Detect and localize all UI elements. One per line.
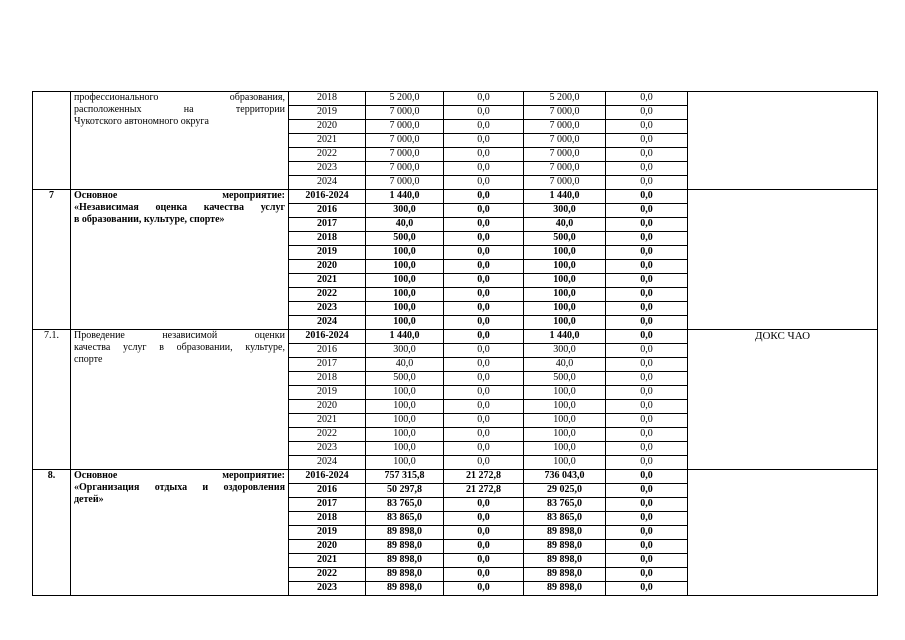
year-cell: 2024 bbox=[289, 456, 366, 470]
responsible-cell: ДОКС ЧАО bbox=[688, 330, 878, 470]
amount-cell-c2: 0,0 bbox=[444, 316, 524, 330]
year-cell: 2016 bbox=[289, 484, 366, 498]
amount-cell-c4: 0,0 bbox=[606, 344, 688, 358]
amount-cell-total: 1 440,0 bbox=[366, 190, 444, 204]
year-cell: 2024 bbox=[289, 176, 366, 190]
year-cell: 2016-2024 bbox=[289, 190, 366, 204]
amount-cell-c3: 89 898,0 bbox=[524, 568, 606, 582]
amount-cell-total: 5 200,0 bbox=[366, 92, 444, 106]
amount-cell-c4: 0,0 bbox=[606, 204, 688, 218]
amount-cell-c3: 40,0 bbox=[524, 218, 606, 232]
amount-cell-c4: 0,0 bbox=[606, 526, 688, 540]
amount-cell-total: 500,0 bbox=[366, 232, 444, 246]
amount-cell-total: 100,0 bbox=[366, 316, 444, 330]
amount-cell-c3: 100,0 bbox=[524, 260, 606, 274]
year-cell: 2023 bbox=[289, 582, 366, 596]
table-row bbox=[33, 470, 878, 484]
amount-cell-c3: 83 865,0 bbox=[524, 512, 606, 526]
amount-cell-c2: 0,0 bbox=[444, 498, 524, 512]
description-line: Проведение независимой оценки bbox=[74, 330, 285, 341]
amount-cell-c4: 0,0 bbox=[606, 470, 688, 484]
amount-cell-total: 100,0 bbox=[366, 442, 444, 456]
year-cell: 2021 bbox=[289, 554, 366, 568]
amount-cell-c2: 0,0 bbox=[444, 414, 524, 428]
description-line: Чукотского автономного округа bbox=[74, 116, 209, 127]
description-line: Основное мероприятие: bbox=[74, 190, 285, 201]
year-cell: 2021 bbox=[289, 414, 366, 428]
amount-cell-total: 89 898,0 bbox=[366, 568, 444, 582]
amount-cell-c3: 5 200,0 bbox=[524, 92, 606, 106]
year-cell: 2017 bbox=[289, 218, 366, 232]
description-line: качества услуг в образовании, культуре, bbox=[74, 342, 285, 353]
amount-cell-total: 40,0 bbox=[366, 358, 444, 372]
amount-cell-c4: 0,0 bbox=[606, 386, 688, 400]
amount-cell-total: 500,0 bbox=[366, 372, 444, 386]
amount-cell-total: 100,0 bbox=[366, 386, 444, 400]
amount-cell-c4: 0,0 bbox=[606, 568, 688, 582]
description-line: детей» bbox=[74, 494, 104, 505]
description-line: профессионального образования, bbox=[74, 92, 285, 103]
amount-cell-c4: 0,0 bbox=[606, 218, 688, 232]
table-body bbox=[33, 92, 878, 596]
amount-cell-c4: 0,0 bbox=[606, 274, 688, 288]
amount-cell-c4: 0,0 bbox=[606, 246, 688, 260]
amount-cell-c3: 7 000,0 bbox=[524, 120, 606, 134]
amount-cell-c4: 0,0 bbox=[606, 540, 688, 554]
amount-cell-total: 7 000,0 bbox=[366, 134, 444, 148]
amount-cell-c4: 0,0 bbox=[606, 484, 688, 498]
amount-cell-c3: 100,0 bbox=[524, 316, 606, 330]
amount-cell-c3: 100,0 bbox=[524, 246, 606, 260]
amount-cell-c3: 89 898,0 bbox=[524, 526, 606, 540]
amount-cell-c2: 0,0 bbox=[444, 288, 524, 302]
year-cell: 2018 bbox=[289, 232, 366, 246]
amount-cell-total: 100,0 bbox=[366, 288, 444, 302]
year-cell: 2016-2024 bbox=[289, 330, 366, 344]
year-cell: 2021 bbox=[289, 134, 366, 148]
section-description bbox=[71, 330, 289, 470]
amount-cell-total: 7 000,0 bbox=[366, 120, 444, 134]
amount-cell-c3: 100,0 bbox=[524, 288, 606, 302]
amount-cell-c2: 0,0 bbox=[444, 568, 524, 582]
amount-cell-total: 83 765,0 bbox=[366, 498, 444, 512]
year-cell: 2016 bbox=[289, 344, 366, 358]
amount-cell-c2: 0,0 bbox=[444, 428, 524, 442]
amount-cell-c4: 0,0 bbox=[606, 498, 688, 512]
amount-cell-c3: 500,0 bbox=[524, 372, 606, 386]
amount-cell-c2: 0,0 bbox=[444, 218, 524, 232]
amount-cell-c3: 100,0 bbox=[524, 400, 606, 414]
year-cell: 2019 bbox=[289, 526, 366, 540]
amount-cell-c2: 0,0 bbox=[444, 582, 524, 596]
amount-cell-c3: 100,0 bbox=[524, 456, 606, 470]
year-cell: 2019 bbox=[289, 246, 366, 260]
amount-cell-c4: 0,0 bbox=[606, 330, 688, 344]
amount-cell-total: 1 440,0 bbox=[366, 330, 444, 344]
amount-cell-total: 89 898,0 bbox=[366, 526, 444, 540]
amount-cell-c2: 0,0 bbox=[444, 232, 524, 246]
amount-cell-c3: 300,0 bbox=[524, 204, 606, 218]
responsible-cell bbox=[688, 92, 878, 190]
amount-cell-c3: 1 440,0 bbox=[524, 190, 606, 204]
amount-cell-c3: 100,0 bbox=[524, 274, 606, 288]
amount-cell-c4: 0,0 bbox=[606, 134, 688, 148]
amount-cell-c4: 0,0 bbox=[606, 148, 688, 162]
amount-cell-total: 300,0 bbox=[366, 344, 444, 358]
amount-cell-c3: 7 000,0 bbox=[524, 162, 606, 176]
amount-cell-c4: 0,0 bbox=[606, 120, 688, 134]
amount-cell-c3: 736 043,0 bbox=[524, 470, 606, 484]
year-cell: 2022 bbox=[289, 148, 366, 162]
year-cell: 2018 bbox=[289, 372, 366, 386]
amount-cell-c3: 83 765,0 bbox=[524, 498, 606, 512]
amount-cell-c4: 0,0 bbox=[606, 358, 688, 372]
amount-cell-c2: 0,0 bbox=[444, 190, 524, 204]
amount-cell-c4: 0,0 bbox=[606, 400, 688, 414]
table-row bbox=[33, 92, 878, 106]
amount-cell-c2: 0,0 bbox=[444, 400, 524, 414]
amount-cell-c3: 500,0 bbox=[524, 232, 606, 246]
year-cell: 2023 bbox=[289, 162, 366, 176]
amount-cell-total: 89 898,0 bbox=[366, 582, 444, 596]
year-cell: 2022 bbox=[289, 428, 366, 442]
amount-cell-c3: 89 898,0 bbox=[524, 582, 606, 596]
amount-cell-c2: 0,0 bbox=[444, 302, 524, 316]
amount-cell-c2: 0,0 bbox=[444, 358, 524, 372]
amount-cell-c3: 7 000,0 bbox=[524, 176, 606, 190]
section-description bbox=[71, 92, 289, 190]
description-line: «Организация отдыха и оздоровления bbox=[74, 482, 285, 493]
amount-cell-c4: 0,0 bbox=[606, 554, 688, 568]
description-line: расположенных на территории bbox=[74, 104, 285, 115]
amount-cell-c3: 29 025,0 bbox=[524, 484, 606, 498]
amount-cell-c2: 0,0 bbox=[444, 456, 524, 470]
amount-cell-c3: 100,0 bbox=[524, 386, 606, 400]
amount-cell-c2: 0,0 bbox=[444, 526, 524, 540]
amount-cell-total: 7 000,0 bbox=[366, 106, 444, 120]
year-cell: 2020 bbox=[289, 260, 366, 274]
year-cell: 2018 bbox=[289, 92, 366, 106]
year-cell: 2023 bbox=[289, 442, 366, 456]
amount-cell-c4: 0,0 bbox=[606, 442, 688, 456]
amount-cell-c2: 0,0 bbox=[444, 246, 524, 260]
amount-cell-c3: 100,0 bbox=[524, 428, 606, 442]
amount-cell-c4: 0,0 bbox=[606, 414, 688, 428]
year-cell: 2024 bbox=[289, 316, 366, 330]
amount-cell-c2: 0,0 bbox=[444, 386, 524, 400]
amount-cell-c4: 0,0 bbox=[606, 302, 688, 316]
amount-cell-total: 50 297,8 bbox=[366, 484, 444, 498]
amount-cell-c4: 0,0 bbox=[606, 260, 688, 274]
responsible-cell bbox=[688, 190, 878, 330]
amount-cell-c4: 0,0 bbox=[606, 106, 688, 120]
year-cell: 2018 bbox=[289, 512, 366, 526]
section-number: 7.1. bbox=[33, 330, 71, 470]
amount-cell-total: 300,0 bbox=[366, 204, 444, 218]
year-cell: 2016 bbox=[289, 204, 366, 218]
amount-cell-c2: 0,0 bbox=[444, 162, 524, 176]
description-line: «Независимая оценка качества услуг bbox=[74, 202, 285, 213]
year-cell: 2019 bbox=[289, 106, 366, 120]
description-line: спорте bbox=[74, 354, 103, 365]
amount-cell-c4: 0,0 bbox=[606, 456, 688, 470]
amount-cell-c2: 0,0 bbox=[444, 92, 524, 106]
year-cell: 2016-2024 bbox=[289, 470, 366, 484]
responsible-cell bbox=[688, 470, 878, 596]
year-cell: 2022 bbox=[289, 288, 366, 302]
amount-cell-total: 40,0 bbox=[366, 218, 444, 232]
amount-cell-c2: 0,0 bbox=[444, 176, 524, 190]
amount-cell-c4: 0,0 bbox=[606, 512, 688, 526]
amount-cell-total: 83 865,0 bbox=[366, 512, 444, 526]
amount-cell-c2: 21 272,8 bbox=[444, 470, 524, 484]
amount-cell-c4: 0,0 bbox=[606, 428, 688, 442]
budget-table bbox=[32, 91, 878, 596]
amount-cell-c4: 0,0 bbox=[606, 288, 688, 302]
table-row bbox=[33, 190, 878, 204]
amount-cell-c4: 0,0 bbox=[606, 232, 688, 246]
amount-cell-total: 100,0 bbox=[366, 414, 444, 428]
amount-cell-c3: 7 000,0 bbox=[524, 106, 606, 120]
amount-cell-c3: 1 440,0 bbox=[524, 330, 606, 344]
amount-cell-c2: 0,0 bbox=[444, 260, 524, 274]
amount-cell-c2: 0,0 bbox=[444, 344, 524, 358]
section-description bbox=[71, 470, 289, 596]
year-cell: 2017 bbox=[289, 358, 366, 372]
amount-cell-c2: 0,0 bbox=[444, 554, 524, 568]
amount-cell-c4: 0,0 bbox=[606, 582, 688, 596]
year-cell: 2021 bbox=[289, 274, 366, 288]
amount-cell-c2: 0,0 bbox=[444, 106, 524, 120]
amount-cell-total: 100,0 bbox=[366, 274, 444, 288]
year-cell: 2017 bbox=[289, 498, 366, 512]
amount-cell-total: 100,0 bbox=[366, 400, 444, 414]
section-number: 7 bbox=[33, 190, 71, 330]
amount-cell-total: 89 898,0 bbox=[366, 540, 444, 554]
amount-cell-c4: 0,0 bbox=[606, 176, 688, 190]
amount-cell-total: 100,0 bbox=[366, 302, 444, 316]
amount-cell-c3: 100,0 bbox=[524, 302, 606, 316]
table-row bbox=[33, 330, 878, 344]
amount-cell-c4: 0,0 bbox=[606, 190, 688, 204]
year-cell: 2019 bbox=[289, 386, 366, 400]
amount-cell-c2: 0,0 bbox=[444, 442, 524, 456]
year-cell: 2020 bbox=[289, 540, 366, 554]
amount-cell-c3: 7 000,0 bbox=[524, 148, 606, 162]
amount-cell-c2: 0,0 bbox=[444, 372, 524, 386]
amount-cell-c2: 0,0 bbox=[444, 204, 524, 218]
amount-cell-c2: 0,0 bbox=[444, 148, 524, 162]
amount-cell-total: 89 898,0 bbox=[366, 554, 444, 568]
amount-cell-total: 757 315,8 bbox=[366, 470, 444, 484]
amount-cell-c3: 89 898,0 bbox=[524, 540, 606, 554]
amount-cell-total: 7 000,0 bbox=[366, 176, 444, 190]
amount-cell-c2: 0,0 bbox=[444, 540, 524, 554]
amount-cell-c2: 0,0 bbox=[444, 330, 524, 344]
amount-cell-total: 100,0 bbox=[366, 428, 444, 442]
year-cell: 2022 bbox=[289, 568, 366, 582]
section-description bbox=[71, 190, 289, 330]
amount-cell-c3: 100,0 bbox=[524, 414, 606, 428]
amount-cell-c4: 0,0 bbox=[606, 316, 688, 330]
year-cell: 2020 bbox=[289, 120, 366, 134]
amount-cell-c3: 300,0 bbox=[524, 344, 606, 358]
amount-cell-c4: 0,0 bbox=[606, 372, 688, 386]
amount-cell-c2: 0,0 bbox=[444, 512, 524, 526]
amount-cell-c3: 100,0 bbox=[524, 442, 606, 456]
amount-cell-c2: 21 272,8 bbox=[444, 484, 524, 498]
year-cell: 2020 bbox=[289, 400, 366, 414]
amount-cell-c2: 0,0 bbox=[444, 274, 524, 288]
year-cell: 2023 bbox=[289, 302, 366, 316]
amount-cell-c2: 0,0 bbox=[444, 134, 524, 148]
section-number: 8. bbox=[33, 470, 71, 596]
amount-cell-total: 100,0 bbox=[366, 456, 444, 470]
description-line: в образовании, культуре, спорте» bbox=[74, 214, 225, 225]
amount-cell-total: 7 000,0 bbox=[366, 162, 444, 176]
amount-cell-c4: 0,0 bbox=[606, 162, 688, 176]
amount-cell-c2: 0,0 bbox=[444, 120, 524, 134]
amount-cell-c3: 7 000,0 bbox=[524, 134, 606, 148]
amount-cell-total: 100,0 bbox=[366, 260, 444, 274]
amount-cell-c4: 0,0 bbox=[606, 92, 688, 106]
amount-cell-total: 100,0 bbox=[366, 246, 444, 260]
section-number bbox=[33, 92, 71, 190]
amount-cell-c3: 40,0 bbox=[524, 358, 606, 372]
description-line: Основное мероприятие: bbox=[74, 470, 285, 481]
amount-cell-total: 7 000,0 bbox=[366, 148, 444, 162]
amount-cell-c3: 89 898,0 bbox=[524, 554, 606, 568]
